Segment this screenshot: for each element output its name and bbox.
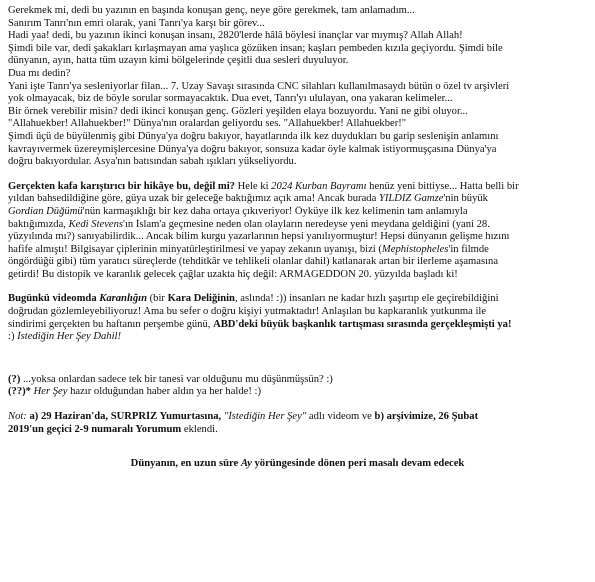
dialogue-line: Sanırım Tanrı'nın emri olarak, yani Tanrı'ya karşı bir görev... [8, 17, 265, 29]
story-text: hafife almıştı! Bilgisayar çiplerinin minyatürleştirilmesi ve yapay zekanın uyanışı, bizi ( [8, 243, 382, 255]
video-italic: İstediğin Her Şey Dahil! [17, 331, 121, 343]
question-text: ...yoksa onlardan sadece tek bir tanesi var olduğunu mu düşünmüşsün? :) [20, 373, 333, 385]
story-italic: Mephistopheles [381, 243, 449, 255]
video-paragraph [8, 293, 587, 343]
question-italic: Her Şey [30, 386, 68, 398]
story-commentary-paragraph [8, 181, 587, 282]
questions-paragraph [8, 374, 587, 399]
story-line [8, 206, 587, 219]
video-line: doğrudan gözlemleyebiliyoruz! Ama bu sefer o doğru kişiyi yutmaktadır! Anlaşılan bu kapkaranlık yutkunma ile [8, 306, 487, 318]
footer-text: Dünyanın, en uzun süre [130, 458, 241, 470]
question-text: hazır olduğundan haber aldın ya her halde! :) [67, 386, 261, 398]
story-line: yüzyılında mı?) sanıyabilirdik... Ancak bilim kurgu yazarlarının hepsi yanılıyormuştur! Hepsi dünyanın gelişme hızını [8, 231, 510, 243]
video-text: sindirimi gerçekten bu haftanın perşembe günü, [8, 318, 214, 330]
footer-text: yörüngesinde dönen peri masalı devam edecek [251, 458, 465, 470]
dialogue-line: dünyanın, ayın, hatta tüm uzayın kimi bölgelerinde çeşitli dua sesleri duyuluyor. [8, 55, 349, 67]
note-line [8, 424, 587, 437]
story-line [8, 193, 587, 206]
video-heading: Bugünkü videomda [8, 293, 100, 305]
question-line [8, 374, 587, 387]
dialogue-line: Gerekmek mi, dedi bu yazının en başında konuşan genç, neye göre gerekmek, tam anlamadım... [8, 5, 415, 16]
video-text: :) [8, 331, 18, 343]
story-text: 'ın İslam'a geçmesine neden olan olayların neredeyse yeni meydana geldiğini (yani 28. [123, 218, 490, 230]
story-line [8, 219, 587, 232]
story-text: 'in filmde [448, 243, 489, 255]
footer-italic: Ay [240, 458, 252, 470]
video-text: , aslında! :)) insanları ne kadar hızlı şaşırtıp ele geçirebildiğini [234, 293, 499, 305]
story-line [8, 244, 587, 257]
question-line [8, 386, 587, 399]
story-italic: 2024 Kurban Bayramı [271, 180, 367, 192]
dialogue-line: kavrayıvermek üzereymişlercesine Dünya'ya doğru bakıyor, sonsuza kadar öyle kalmak istiyormuşçasına Dünya'ya [8, 143, 497, 155]
story-heading: Gerçekten kafa karıştırıcı bir hikâye bu, değil mi? [8, 180, 235, 192]
story-text: henüz yeni bittiyse... Hatta belli bir [366, 180, 519, 192]
note-text: adlı videom ve [306, 411, 375, 423]
story-text: 'nün karmaşıklığı bir kez daha ortaya çıkıveriyor! Öyküye ilk kez kelimenin tam anlamıyla [82, 205, 468, 217]
question-marker: (??)* [8, 386, 31, 398]
story-italic: Kedi Stevens [68, 218, 124, 230]
story-text: baktığımızda, [8, 218, 69, 230]
story-line [8, 181, 587, 194]
video-bold: Kara Deliğinin [167, 293, 235, 305]
dialogue-line: Bir örnek verebilir misin? dedi ikinci konuşan genç. Gözleri yeşilden elaya bozuyordu. Yani ne gibi oluyor... [8, 105, 468, 117]
dialogue-line: Yani işte Tanrı'ya sesleniyorlar filan... 7. Uzay Savaşı sırasında CNC silahları kullanılmasaydı bütün o özel tv arşivleri [8, 80, 510, 92]
video-line [8, 331, 587, 344]
story-italic: Gordian Düğümü [8, 205, 83, 217]
dialogue-line: Dua mı dedin? [8, 67, 71, 79]
dialogue-line: yok olmayacak, biz de böyle sorular sormayacaktık. Dua evet, Tanrı'yı ululayan, ona yakaran kelimeler... [8, 93, 453, 105]
spacer [8, 356, 587, 374]
dialogue-line: Şimdi üçü de büyülenmiş gibi Dünya'ya doğru bakıyor, hayatlarında ilk kez duydukları bu garip seslenişin anlamını [8, 130, 499, 142]
note-italic: "İstediğin Her Şey" [221, 411, 307, 423]
video-line [8, 319, 587, 332]
story-line: getirdi! Bu distopik ve karanlık gelecek çağlar uzakta hiç değil: ARMAGEDDON 20. yüzyılda başladı ki! [8, 268, 458, 280]
video-line [8, 293, 587, 306]
note-bold: a) 29 Haziran'da, SÜRPRİZ Yumurtasına, [26, 411, 222, 423]
note-paragraph [8, 411, 587, 436]
question-marker: (?) [8, 373, 21, 385]
story-italic: YILDIZ Gamze [378, 193, 444, 205]
note-text: eklendi. [181, 423, 218, 435]
story-text: 'nin büyük [443, 193, 488, 205]
story-line: öngördüğü gibi) tüm yaratıcı süreçlerde (tehditkâr ve tehlikeli olanlar dahil) katlanarak artan bir ilerleme aşamasına [8, 256, 499, 268]
dialogue-line: doğru bakıyordular. Asya'nın batısından sabah ışıkları yükseliyordu. [8, 156, 297, 168]
dialogue-line: "Allahuekber! Allahuekber!" Dünya'nın oralardan geliyordu ses. "Allahuekber! Allahuekber!" [8, 118, 407, 130]
story-text: yıldan bahsedildiğine göre, güya uzak bir geleceğe baktığımız açık ama! Ancak burada [8, 193, 379, 205]
video-bold: ABD'deki büyük başkanlık tartışması sırasında gerçekleşmişti ya! [213, 318, 512, 330]
dialogue-paragraph [8, 5, 587, 169]
footer-line [8, 458, 587, 471]
note-bold: b) arşivimize, 26 Şubat [374, 411, 479, 423]
note-bold: 2019'un geçici 2-9 numaralı Yorumum [8, 423, 182, 435]
dialogue-line: Hadi yaa! dedi, bu yazının ikinci konuşan insanı, 2820'lerde hâlâ böylesi inançlar var mıymış? Allah Allah! [8, 30, 463, 42]
note-line [8, 411, 587, 424]
video-bold-italic: Karanlığın [99, 293, 147, 305]
note-label: Not: [8, 411, 27, 423]
dialogue-line: Şimdi bile var, dedi şakakları kırlaşmayan ama yaşlıca gözüken insan; kaşları pembeden kızıla geçiyordu. Şimdi bile [8, 42, 503, 54]
video-text: (bir [146, 293, 168, 305]
story-text: Hele ki [234, 180, 272, 192]
